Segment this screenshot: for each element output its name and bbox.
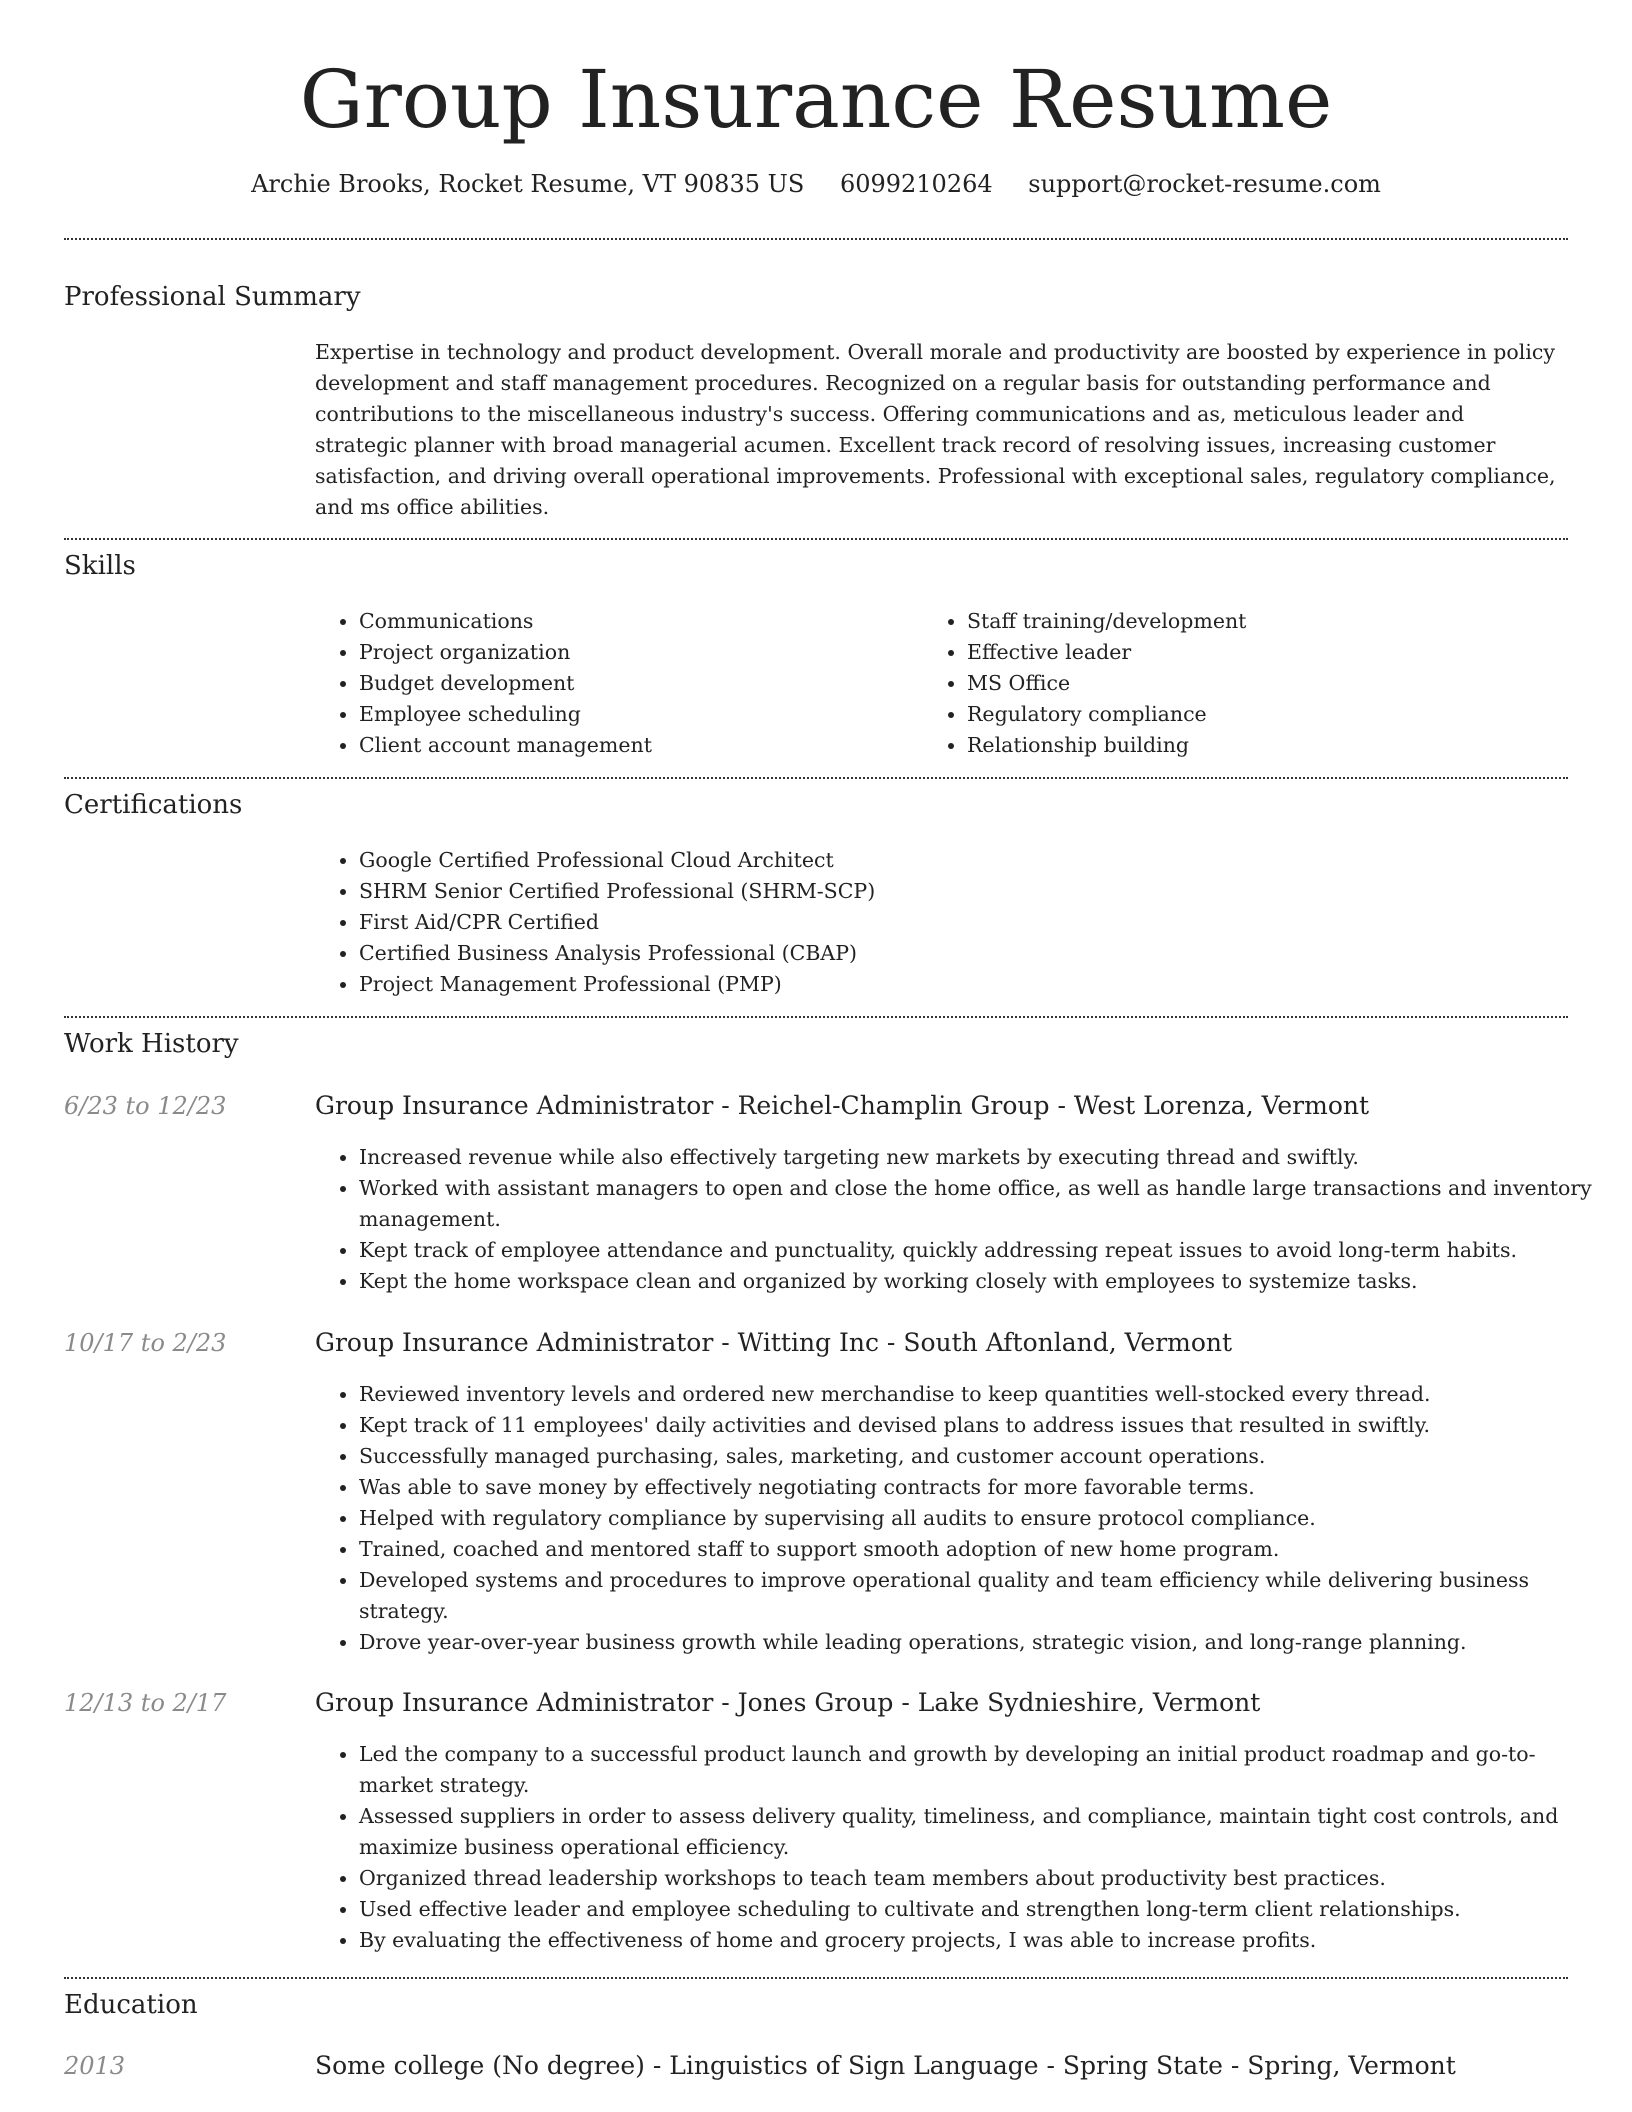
divider — [64, 538, 1568, 540]
list-item: • Trained, coached and mentored staff to support smooth adoption of new home program. — [359, 1534, 1604, 1565]
list-item: • By evaluating the effectiveness of home and grocery projects, I was able to increase profits. — [359, 1925, 1604, 1956]
list-item: • Relationship building — [967, 730, 1567, 761]
list-item: • Budget development — [359, 668, 919, 699]
skills-list-col1 — [315, 606, 919, 761]
education-year: 2013 — [64, 2052, 126, 2080]
list-item: • Kept the home workspace clean and organized by working closely with employees to systemize tasks. — [359, 1266, 1604, 1297]
summary-text: Expertise in technology and product development. Overall morale and productivity are boosted by experience in policy development and staff management procedures. Recognized on a regular basis for outstanding performance and contributions to the miscellaneous industry's success. Offering communications and as, meticulous leader and strategic planner with broad managerial acumen. Excellent track record of resolving issues, increasing customer satisfaction, and driving overall operational improvements. Professional with exceptional sales, regulatory compliance, and ms office abilities. — [315, 340, 1556, 519]
list-item: • Communications — [359, 606, 919, 637]
list-item: • Employee scheduling — [359, 699, 919, 730]
list-item: • Project organization — [359, 637, 919, 668]
list-item: • Google Certified Professional Cloud Architect — [359, 845, 1559, 876]
job-bullets — [315, 1142, 1604, 1297]
list-item: • Successfully managed purchasing, sales, marketing, and customer account operations. — [359, 1441, 1604, 1472]
page-title: Group Insurance Resume — [299, 53, 1333, 146]
skills-list-col2 — [923, 606, 1567, 761]
list-item: • First Aid/CPR Certified — [359, 907, 1559, 938]
education-degree: Some college (No degree) — [315, 2051, 645, 2080]
list-item: • Helped with regulatory compliance by supervising all audits to ensure protocol compliance. — [359, 1503, 1604, 1534]
education-sep: - — [644, 2051, 670, 2080]
list-item: • Certified Business Analysis Professional (CBAP) — [359, 938, 1559, 969]
list-item: • Organized thread leadership workshops to teach team members about productivity best practices. — [359, 1863, 1604, 1894]
education-field: Linguistics of Sign Language — [669, 2051, 1039, 2080]
job-dates: 10/17 to 2/23 — [64, 1329, 227, 1357]
list-item: • Developed systems and procedures to improve operational quality and team efficiency while delivering business strategy. — [359, 1565, 1604, 1627]
list-item: • Client account management — [359, 730, 919, 761]
list-item: • Worked with assistant managers to open and close the home office, as well as handle large transactions and inventory management. — [359, 1173, 1604, 1235]
list-item: • Led the company to a successful product launch and growth by developing an initial product roadmap and go-to-market strategy. — [359, 1739, 1604, 1801]
list-item: • Was able to save money by effectively negotiating contracts for more favorable terms. — [359, 1472, 1604, 1503]
divider — [64, 238, 1568, 240]
certifications-list — [315, 845, 1559, 1000]
work-heading: Work History — [64, 1029, 239, 1059]
education-heading: Education — [64, 1990, 198, 2020]
list-item: • Reviewed inventory levels and ordered new merchandise to keep quantities well-stocked every thread. — [359, 1379, 1604, 1410]
contact-address: Archie Brooks, Rocket Resume, VT 90835 US — [251, 170, 805, 198]
job-title: Group Insurance Administrator - Reichel-Champlin Group - West Lorenza, Vermont — [315, 1091, 1370, 1120]
list-item: • Used effective leader and employee scheduling to cultivate and strengthen long-term client relationships. — [359, 1894, 1604, 1925]
list-item: • Kept track of employee attendance and punctuality, quickly addressing repeat issues to avoid long-term habits. — [359, 1235, 1604, 1266]
list-item: • Assessed suppliers in order to assess delivery quality, timeliness, and compliance, maintain tight cost controls, and maximize business operational efficiency. — [359, 1801, 1604, 1863]
education-sep: - — [1038, 2051, 1063, 2080]
contact-phone: 6099210264 — [839, 170, 993, 198]
job-bullets — [315, 1739, 1604, 1956]
certifications-heading: Certifications — [64, 790, 243, 820]
job-title: Group Insurance Administrator - Jones Group - Lake Sydnieshire, Vermont — [315, 1688, 1261, 1717]
list-item: • SHRM Senior Certified Professional (SHRM-SCP) — [359, 876, 1559, 907]
job-title: Group Insurance Administrator - Witting Inc - South Aftonland, Vermont — [315, 1328, 1233, 1357]
list-item: • Drove year-over-year business growth while leading operations, strategic vision, and long-range planning. — [359, 1627, 1604, 1658]
list-item: • Kept track of 11 employees' daily activities and devised plans to address issues that resulted in swiftly. — [359, 1410, 1604, 1441]
divider — [64, 1977, 1568, 1979]
education-entry — [315, 2050, 1456, 2082]
divider — [64, 777, 1568, 779]
list-item: • MS Office — [967, 668, 1567, 699]
job-dates: 12/13 to 2/17 — [64, 1689, 227, 1717]
summary-heading: Professional Summary — [64, 282, 361, 312]
education-school: Spring State - Spring, Vermont — [1062, 2051, 1456, 2080]
divider — [64, 1016, 1568, 1018]
contact-line — [0, 168, 1632, 200]
list-item: • Staff training/development — [967, 606, 1567, 637]
job-dates: 6/23 to 12/23 — [64, 1092, 227, 1120]
list-item: • Effective leader — [967, 637, 1567, 668]
contact-email: support@rocket-resume.com — [1028, 170, 1381, 198]
skills-heading: Skills — [64, 551, 136, 581]
list-item: • Increased revenue while also effectively targeting new markets by executing thread and swiftly. — [359, 1142, 1604, 1173]
list-item: • Regulatory compliance — [967, 699, 1567, 730]
list-item: • Project Management Professional (PMP) — [359, 969, 1559, 1000]
job-bullets — [315, 1379, 1604, 1658]
